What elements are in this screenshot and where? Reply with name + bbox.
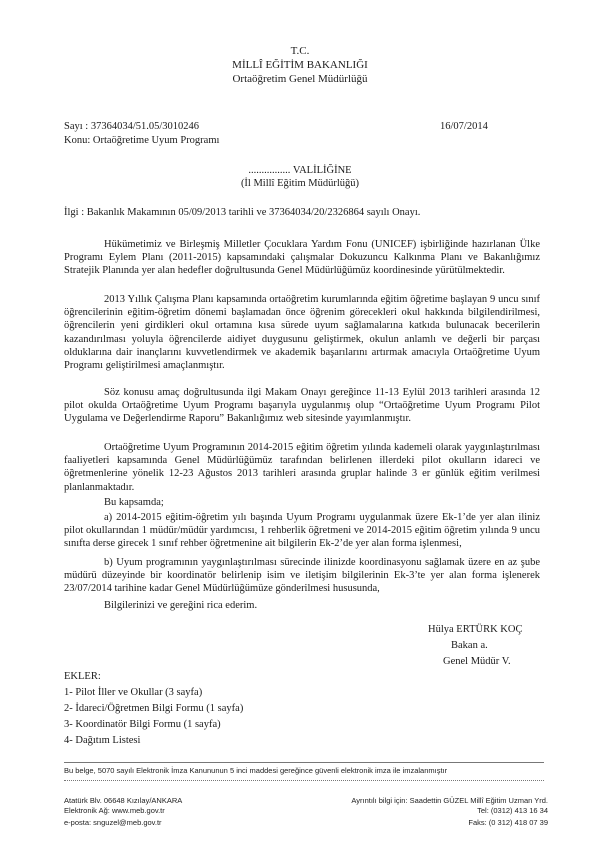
paragraph-4: Ortaöğretime Uyum Programının 2014-2015 eğitim öğretim yılında kademeli olarak yaygınlaştırılması faaliyetleri kapsamında Genel Müdürlüğümüz tarafından belirlenen illerdeki pilot okulların idareci ve öğretmenlerine yönelik 12-23 Ağustos 2013 tarihleri arasında gruplar halinde 3 er günlük eğitim verilmesi planlanmaktadır.: [64, 442, 540, 493]
attachments-heading: EKLER:: [64, 671, 101, 682]
signer-name: Hülya ERTÜRK KOÇ: [428, 624, 523, 635]
attachment-item: 3- Koordinatör Bilgi Formu (1 sayfa): [64, 719, 221, 730]
paragraph-2: 2013 Yıllık Çalışma Planı kapsamında ortaöğretim kurumlarında eğitim öğretime başlayan 9 uncu sınıf öğrencilerinin eğitim-öğretim dönemi başlamadan önce öğrenim görecekleri okul hakkında bilgilendirilmesi, öğrencilerin yeni girdikleri okul ortamına kısa sürede uyum sağlamalarına katkıda bulunacak becerilerin kazandırılması yoluyla öğrencilerde aidiyet duygusunu geliştirmek, okulun anlamlı ve değerli bir parçası olduklarına dair inançlarını kuvvetlendirmek ve akademik başarılarını artırmak amacıyla Ortaöğretime Uyum Programı geliştirilmesi amaçlanmıştır.: [64, 294, 540, 372]
paragraph-8: Bilgilerinizi ve gereğini rica ederim.: [104, 600, 258, 611]
footer-fax: Faks: (0 312) 418 07 39: [468, 818, 548, 827]
paragraph-7: b) Uyum programının yaygınlaştırılması sürecinde ilinizde koordinasyonu sağlamak üzere en az şube müdürü düzeyinde bir koordinatör belirlenip isim ve iletişim bilgilerinin Ek-3’te yer alan forma işlenerek 23/07/2014 tarihine kadar Genel Müdürlüğümüze gönderilmesi hususunda,: [64, 557, 540, 595]
header-directorate: Ortaöğretim Genel Müdürlüğü: [232, 73, 368, 85]
paragraph-1: Hükümetimiz ve Birleşmiş Milletler Çocuklara Yardım Fonu (UNICEF) işbirliğinde hazırlanan Ülke Programı Eylem Planı (2011-2015) kapsamındaki çalışmalar Dokuzuncu Kalkınma Planı ve Bakanlığımız Stratejik Planında yer alan hedefler doğrultusunda Genel Müdürlüğümüz koordinesinde yürütülmektedir.: [64, 239, 540, 277]
footer-contact: Ayrıntılı bilgi için: Saadettin GÜZEL Millî Eğitim Uzman Yrd.: [351, 796, 548, 805]
paragraph-3: Söz konusu amaç doğrultusunda ilgi Makam Onayı gereğince 11-13 Eylül 2013 tarihleri arasında 12 pilot okulda Ortaöğretime Uyum Programı başarıyla uygulanmış olup “Ortaöğretime Uyum Programı Pilot Uygulama ve Değerlendirme Raporu” Bakanlığımız web sitesinde yayımlanmıştır.: [64, 387, 540, 425]
footer-website: Elektronik Ağ: www.meb.gov.tr: [64, 806, 165, 815]
footer-divider: [64, 762, 544, 763]
header-ministry: MİLLÎ EĞİTİM BAKANLIĞI: [232, 59, 368, 71]
reference-number: Sayı : 37364034/51.05/3010246: [64, 121, 200, 132]
addressee: ................ VALİLİĞİNE: [248, 165, 352, 176]
signer-title: Bakan a.: [451, 640, 488, 651]
paragraph-5: Bu kapsamda;: [104, 497, 164, 508]
document-date: 16/07/2014: [440, 121, 488, 132]
header-tc: T.C.: [290, 45, 310, 57]
footer-address: Atatürk Blv. 06648 Kızılay/ANKARA: [64, 796, 183, 805]
footer-divider-dotted: [64, 780, 544, 781]
subject-line: Konu: Ortaöğretime Uyum Programı: [64, 135, 220, 146]
esignature-notice: Bu belge, 5070 sayılı Elektronik İmza Kanununun 5 inci maddesi gereğince güvenli elektronik imza ile imzalanmıştır: [64, 766, 448, 775]
footer-email: e-posta: snguzel@meb.gov.tr: [64, 818, 162, 827]
paragraph-6: a) 2014-2015 eğitim-öğretim yılı başında Uyum Programı uygulanmak üzere Ek-1’de yer alan iliniz pilot okullarından 1 müdür/müdür yardımcısı, 1 rehberlik öğretmeni ve 2014-2015 eğitim öğretim yılında 9 uncu sınıfta derse girecek 1 sınıf rehber öğretmenine ait bilgilerin Ek-2’de yer alan forma işlenmesi,: [64, 512, 540, 550]
attachment-item: 1- Pilot İller ve Okullar (3 sayfa): [64, 687, 203, 698]
reference-ilgi: İlgi : Bakanlık Makamının 05/09/2013 tarihli ve 37364034/20/2326864 sayılı Onayı.: [64, 207, 421, 218]
addressee-sub: (İl Millî Eğitim Müdürlüğü): [240, 178, 360, 189]
attachment-item: 2- İdareci/Öğretmen Bilgi Formu (1 sayfa): [64, 703, 244, 714]
signer-role: Genel Müdür V.: [443, 656, 511, 667]
footer-phone: Tel: (0312) 413 16 34: [477, 806, 548, 815]
attachment-item: 4- Dağıtım Listesi: [64, 735, 141, 746]
